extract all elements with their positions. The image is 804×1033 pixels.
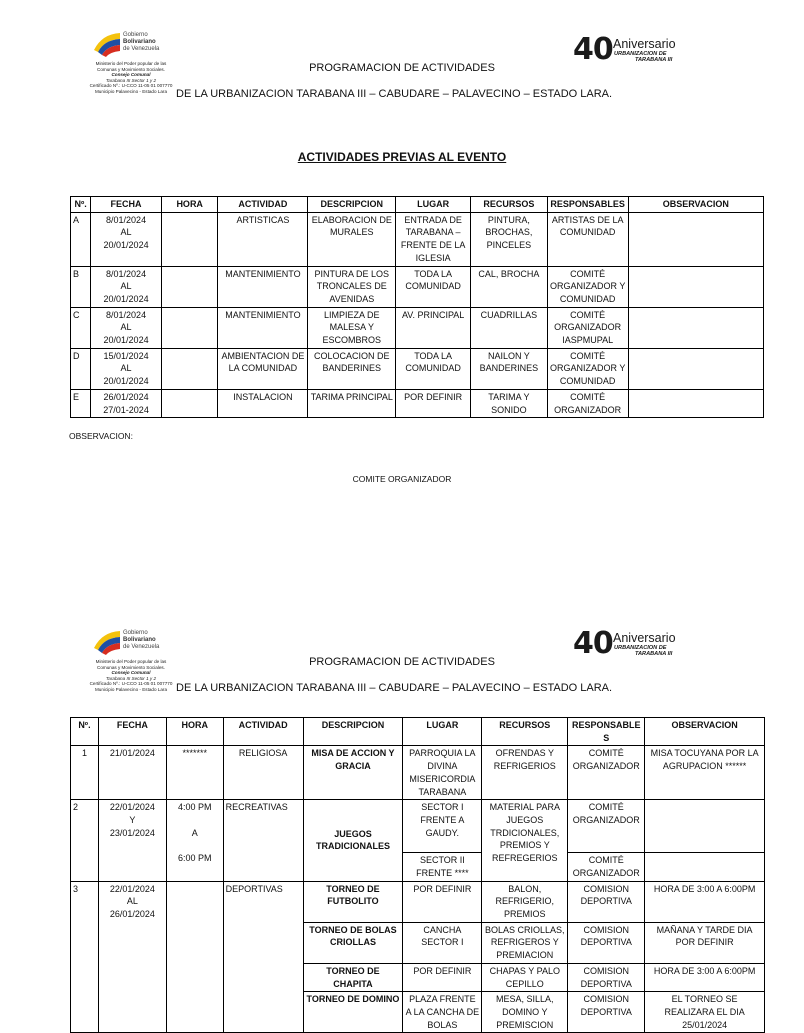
- cell-description: TORNEO DE DOMINO: [303, 992, 403, 1033]
- cell-place: AV. PRINCIPAL: [396, 307, 471, 348]
- gov-line: Bolivariano: [123, 637, 156, 643]
- document-page-2: [0, 622, 768, 1030]
- cell-description: PINTURA DE LOS TRONCALES DE AVENIDAS: [308, 266, 396, 307]
- column-header: LUGAR: [396, 197, 471, 213]
- cell-activity: RELIGIOSA: [223, 746, 303, 800]
- cell-observation: MISA TOCUYANA POR LA AGRUPACION ******: [645, 746, 765, 800]
- column-header: Nº.: [71, 718, 99, 746]
- cell-observation: [645, 800, 765, 853]
- column-header: RESPONSABLE S: [568, 718, 645, 746]
- ministry-line: Certificado Nº.: U-CCO 11-05 01 007770: [89, 681, 173, 687]
- activities-table-program: [70, 717, 765, 1033]
- cell-responsible: COMITÉ ORGANIZADOR IASPMUPAL: [547, 307, 628, 348]
- cell-date: 8/01/2024 AL 20/01/2024: [91, 212, 162, 266]
- cell-observation: [628, 266, 763, 307]
- cell-place: PARROQUIA LA DIVINA MISERICORDIA TARABANA: [403, 746, 482, 800]
- cell-resources: BOLAS CRIOLLAS, REFRIGEROS Y PREMIACION: [482, 922, 568, 963]
- cell-resources: CHAPAS Y PALO CEPILLO: [482, 963, 568, 991]
- column-header: OBSERVACION: [645, 718, 765, 746]
- cell-responsible: COMITÉ ORGANIZADOR Y COMUNIDAD: [547, 348, 628, 389]
- column-header: LUGAR: [403, 718, 482, 746]
- cell-time: 4:00 PM A 6:00 PM: [166, 800, 223, 881]
- anniversary-subtitle: TARABANA III: [635, 651, 673, 657]
- anniversary-number: 40: [573, 626, 613, 661]
- cell-description: TORNEO DE FUTBOLITO: [303, 881, 403, 922]
- cell-responsible: COMISION DEPORTIVA: [568, 922, 645, 963]
- column-header: Nº.: [71, 197, 91, 213]
- cell-number: 3: [71, 881, 99, 1033]
- government-name: [123, 32, 159, 53]
- column-header: DESCRIPCION: [303, 718, 403, 746]
- cell-resources: CAL, BROCHA: [471, 266, 548, 307]
- cell-date: 26/01/2024 27/01-2024: [91, 389, 162, 417]
- cell-resources: NAILON Y BANDERINES: [471, 348, 548, 389]
- cell-resources: PINTURA, BROCHAS, PINCELES: [471, 212, 548, 266]
- cell-observation: [628, 307, 763, 348]
- cell-number: D: [71, 348, 91, 389]
- cell-observation: EL TORNEO SE REALIZARA EL DIA 25/01/2024: [645, 992, 765, 1033]
- cell-description: JUEGOS TRADICIONALES: [303, 800, 403, 881]
- anniversary-word: Aniversario: [613, 631, 676, 645]
- cell-place: POR DEFINIR: [403, 881, 482, 922]
- venezuela-flag-icon: [92, 30, 122, 58]
- cell-date: 21/01/2024: [98, 746, 166, 800]
- column-header: RECURSOS: [471, 197, 548, 213]
- cell-place: POR DEFINIR: [396, 389, 471, 417]
- cell-resources: TARIMA Y SONIDO: [471, 389, 548, 417]
- ministry-line: Comunas y Movimiento Sociales.: [97, 664, 165, 670]
- section-title: ACTIVIDADES PREVIAS AL EVENTO: [297, 150, 507, 164]
- cell-activity: INSTALACION: [218, 389, 308, 417]
- cell-place: PLAZA FRENTE A LA CANCHA DE BOLAS: [403, 992, 482, 1033]
- table-row: [71, 881, 765, 922]
- table-row: [71, 800, 765, 853]
- cell-observation: MAÑANA Y TARDE DIA POR DEFINIR: [645, 922, 765, 963]
- cell-date: 22/01/2024 AL 26/01/2024: [98, 881, 166, 1033]
- document-subtitle: DE LA URBANIZACION TARABANA III – CABUDARE – PALAVECINO – ESTADO LARA.: [176, 88, 613, 100]
- cell-time: [161, 266, 218, 307]
- column-header: ACTIVIDAD: [218, 197, 308, 213]
- cell-observation: HORA DE 3:00 A 6:00PM: [645, 963, 765, 991]
- cell-observation: [628, 348, 763, 389]
- government-name: [123, 630, 159, 651]
- cell-place: POR DEFINIR: [403, 963, 482, 991]
- ministry-line: Municipio Palavecino - Estado Lara: [94, 686, 167, 692]
- cell-resources: MESA, SILLA, DOMINO Y PREMISCION: [482, 992, 568, 1033]
- cell-place: ENTRADA DE TARABANA – FRENTE DE LA IGLESIA: [396, 212, 471, 266]
- cell-observation: HORA DE 3:00 A 6:00PM: [645, 881, 765, 922]
- document-title: PROGRAMACION DE ACTIVIDADES: [309, 656, 495, 668]
- table-row: [71, 307, 764, 348]
- document-title: PROGRAMACION DE ACTIVIDADES: [309, 62, 495, 74]
- table-row: [71, 389, 764, 417]
- document-subtitle: DE LA URBANIZACION TARABANA III – CABUDARE – PALAVECINO – ESTADO LARA.: [176, 682, 613, 694]
- anniversary-number: 40: [573, 32, 613, 67]
- cell-responsible: COMITÉ ORGANIZADOR: [568, 746, 645, 800]
- gov-line: de Venezuela: [123, 644, 160, 650]
- table-header-row: [71, 718, 765, 746]
- cell-place: SECTOR II FRENTE ****: [403, 853, 482, 881]
- ministry-line: Comunas y Movimiento Sociales.: [97, 66, 165, 72]
- cell-activity: DEPORTIVAS: [223, 881, 303, 1033]
- cell-time: [161, 348, 218, 389]
- ministry-line: Tarabana III Sector 1 y 2: [105, 675, 157, 681]
- cell-responsible: COMITÉ ORGANIZADOR: [547, 389, 628, 417]
- ministry-line: Ministerio del Poder popular de las: [95, 61, 167, 66]
- cell-activity: MANTENIMIENTO: [218, 266, 308, 307]
- cell-resources: CUADRILLAS: [471, 307, 548, 348]
- gov-line: de Venezuela: [123, 46, 160, 52]
- ministry-line: Ministerio del Poder popular de las: [95, 659, 167, 664]
- cell-time: [161, 212, 218, 266]
- anniversary-word: Aniversario: [613, 37, 676, 51]
- cell-description: MISA DE ACCION Y GRACIA: [303, 746, 403, 800]
- table-row: [71, 348, 764, 389]
- cell-responsible: COMITÉ ORGANIZADOR: [568, 853, 645, 881]
- table-row: [71, 212, 764, 266]
- cell-time: [166, 881, 223, 1033]
- table-row: [71, 266, 764, 307]
- column-header: FECHA: [98, 718, 166, 746]
- gov-line: Gobierno: [123, 32, 148, 38]
- cell-responsible: COMISION DEPORTIVA: [568, 992, 645, 1033]
- cell-observation: [628, 389, 763, 417]
- cell-responsible: COMISION DEPORTIVA: [568, 881, 645, 922]
- table-header-row: [71, 197, 764, 213]
- ministry-line: Consejo Comunal: [111, 670, 151, 676]
- column-header: FECHA: [91, 197, 162, 213]
- column-header: ACTIVIDAD: [223, 718, 303, 746]
- cell-place: TODA LA COMUNIDAD: [396, 266, 471, 307]
- cell-time: [161, 307, 218, 348]
- cell-number: 1: [71, 746, 99, 800]
- cell-description: TORNEO DE BOLAS CRIOLLAS: [303, 922, 403, 963]
- cell-observation: [628, 212, 763, 266]
- column-header: HORA: [161, 197, 218, 213]
- column-header: DESCRIPCION: [308, 197, 396, 213]
- column-header: HORA: [166, 718, 223, 746]
- cell-time: *******: [166, 746, 223, 800]
- signature-text: COMITE ORGANIZADOR: [352, 474, 452, 484]
- cell-number: A: [71, 212, 91, 266]
- cell-number: B: [71, 266, 91, 307]
- ministry-line: Consejo Comunal: [111, 72, 151, 78]
- observation-label: OBSERVACION:: [69, 431, 133, 441]
- cell-description: LIMPIEZA DE MALESA Y ESCOMBROS: [308, 307, 396, 348]
- anniversary-subtitle: TARABANA III: [635, 57, 673, 63]
- cell-observation: [645, 853, 765, 881]
- cell-resources: BALON, REFRIGERIO, PREMIOS: [482, 881, 568, 922]
- cell-date: 8/01/2024 AL 20/01/2024: [91, 307, 162, 348]
- cell-description: TORNEO DE CHAPITA: [303, 963, 403, 991]
- gov-line: Gobierno: [123, 630, 148, 636]
- column-header: RESPONSABLES: [547, 197, 628, 213]
- table-row: [71, 746, 765, 800]
- cell-activity: ARTISTICAS: [218, 212, 308, 266]
- cell-place: CANCHA SECTOR I: [403, 922, 482, 963]
- cell-description: TARIMA PRINCIPAL: [308, 389, 396, 417]
- table-body: [71, 212, 764, 418]
- cell-date: 22/01/2024 Y 23/01/2024: [98, 800, 166, 881]
- cell-description: ELABORACION DE MURALES: [308, 212, 396, 266]
- cell-place: TODA LA COMUNIDAD: [396, 348, 471, 389]
- cell-responsible: COMITÉ ORGANIZADOR Y COMUNIDAD: [547, 266, 628, 307]
- gov-line: Bolivariano: [123, 39, 156, 45]
- cell-number: E: [71, 389, 91, 417]
- cell-activity: AMBIENTACION DE LA COMUNIDAD: [218, 348, 308, 389]
- ministry-line: Certificado Nº.: U-CCO 11-05 01 007770: [89, 83, 173, 89]
- ministry-line: Tarabana III Sector 1 y 2: [105, 77, 157, 83]
- cell-number: 2: [71, 800, 99, 881]
- anniversary-subtitle: URBANIZACION DE: [614, 51, 667, 57]
- cell-activity: RECREATIVAS: [223, 800, 303, 881]
- cell-responsible: COMISION DEPORTIVA: [568, 963, 645, 991]
- cell-date: 8/01/2024 AL 20/01/2024: [91, 266, 162, 307]
- column-header: OBSERVACION: [628, 197, 763, 213]
- cell-description: COLOCACION DE BANDERINES: [308, 348, 396, 389]
- cell-resources: MATERIAL PARA JUEGOS TRDICIONALES, PREMIOS Y REFREGERIOS: [482, 800, 568, 881]
- cell-activity: MANTENIMIENTO: [218, 307, 308, 348]
- cell-date: 15/01/2024 AL 20/01/2024: [91, 348, 162, 389]
- column-header: RECURSOS: [482, 718, 568, 746]
- anniversary-subtitle: URBANIZACION DE: [614, 645, 667, 651]
- venezuela-flag-icon: [92, 628, 122, 656]
- cell-responsible: COMITÉ ORGANIZADOR: [568, 800, 645, 853]
- cell-place: SECTOR I FRENTE A GAUDY.: [403, 800, 482, 853]
- ministry-line: Municipio Palavecino - Estado Lara: [94, 88, 167, 94]
- cell-responsible: ARTISTAS DE LA COMUNIDAD: [547, 212, 628, 266]
- activities-table-previous: [70, 196, 764, 418]
- cell-resources: OFRENDAS Y REFRIGERIOS: [482, 746, 568, 800]
- cell-number: C: [71, 307, 91, 348]
- cell-time: [161, 389, 218, 417]
